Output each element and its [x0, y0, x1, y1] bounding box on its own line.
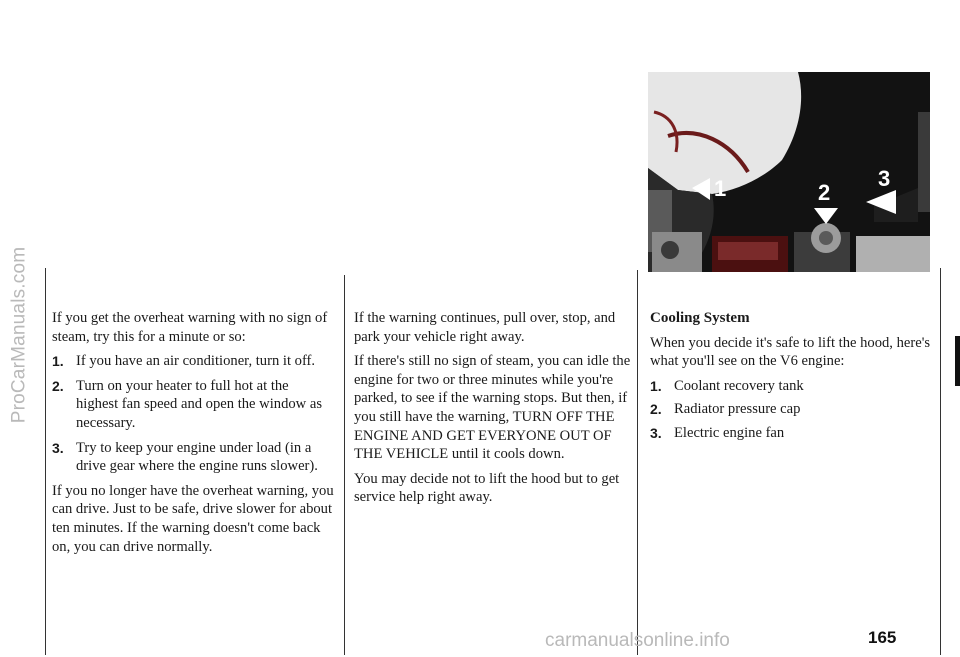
paragraph: If the warning continues, pull over, stop, and park your vehicle right away.	[354, 310, 616, 345]
column-rule	[45, 268, 46, 655]
engine-photo-illustration	[648, 72, 930, 272]
item-text: Radiator pressure cap	[674, 401, 801, 418]
engine-photo	[648, 72, 930, 272]
column-two	[354, 309, 632, 513]
item-number: 3.	[650, 424, 662, 441]
column-three	[650, 309, 942, 449]
overheat-outro: If you no longer have the overheat warning, you can drive. Just to be safe, drive slower for about ten minutes. If the warning doesn't come back on, you can drive normally.	[52, 482, 334, 555]
step-text: Turn on your heater to full hot at the highest fan speed and open the window as necessary.	[76, 377, 323, 431]
list-item	[52, 352, 334, 371]
watermark-left-text: ProCarManuals.com	[8, 246, 30, 424]
section-heading: Cooling System	[650, 310, 750, 326]
cooling-components	[650, 377, 942, 443]
paragraph: If there's still no sign of steam, you can idle the engine for two or three minutes while you're parked, to see if the warning stops. But then, if you still have the warning, TURN OFF THE ENGINE AND GET EVERYONE OUT OF THE VEHICLE until it cools down.	[354, 353, 631, 463]
list-item	[650, 377, 942, 396]
step-number: 3.	[52, 439, 64, 456]
item-number: 1.	[650, 377, 662, 394]
step-number: 1.	[52, 353, 64, 370]
step-number: 2.	[52, 377, 64, 394]
cooling-intro: When you decide it's safe to lift the hood, here's what you'll see on the V6 engine:	[650, 334, 931, 370]
column-rule	[344, 275, 345, 655]
overheat-steps	[52, 352, 334, 476]
list-item	[650, 400, 942, 419]
column-one	[52, 309, 334, 562]
watermark-left	[2, 120, 36, 550]
step-text: Try to keep your engine under load (in a drive gear where the engine runs slower).	[76, 439, 318, 475]
item-text: Electric engine fan	[674, 424, 785, 441]
edge-tab-mark	[955, 336, 960, 386]
photo-callout-1: 1	[714, 176, 727, 201]
watermark-bottom: carmanualsonline.info	[545, 630, 730, 651]
column-rule	[637, 270, 638, 655]
list-item	[52, 377, 334, 433]
list-item	[52, 439, 334, 476]
item-text: Coolant recovery tank	[674, 377, 804, 394]
item-number: 2.	[650, 401, 662, 418]
photo-callout-3: 3	[878, 166, 891, 191]
page-number: 165	[868, 628, 897, 647]
step-text: If you have an air conditioner, turn it off.	[76, 353, 316, 370]
overheat-intro: If you get the overheat warning with no sign of steam, try this for a minute or so:	[52, 310, 328, 345]
paragraph: You may decide not to lift the hood but to get service help right away.	[354, 470, 620, 506]
list-item	[650, 424, 942, 443]
photo-callout-2: 2	[818, 180, 831, 205]
